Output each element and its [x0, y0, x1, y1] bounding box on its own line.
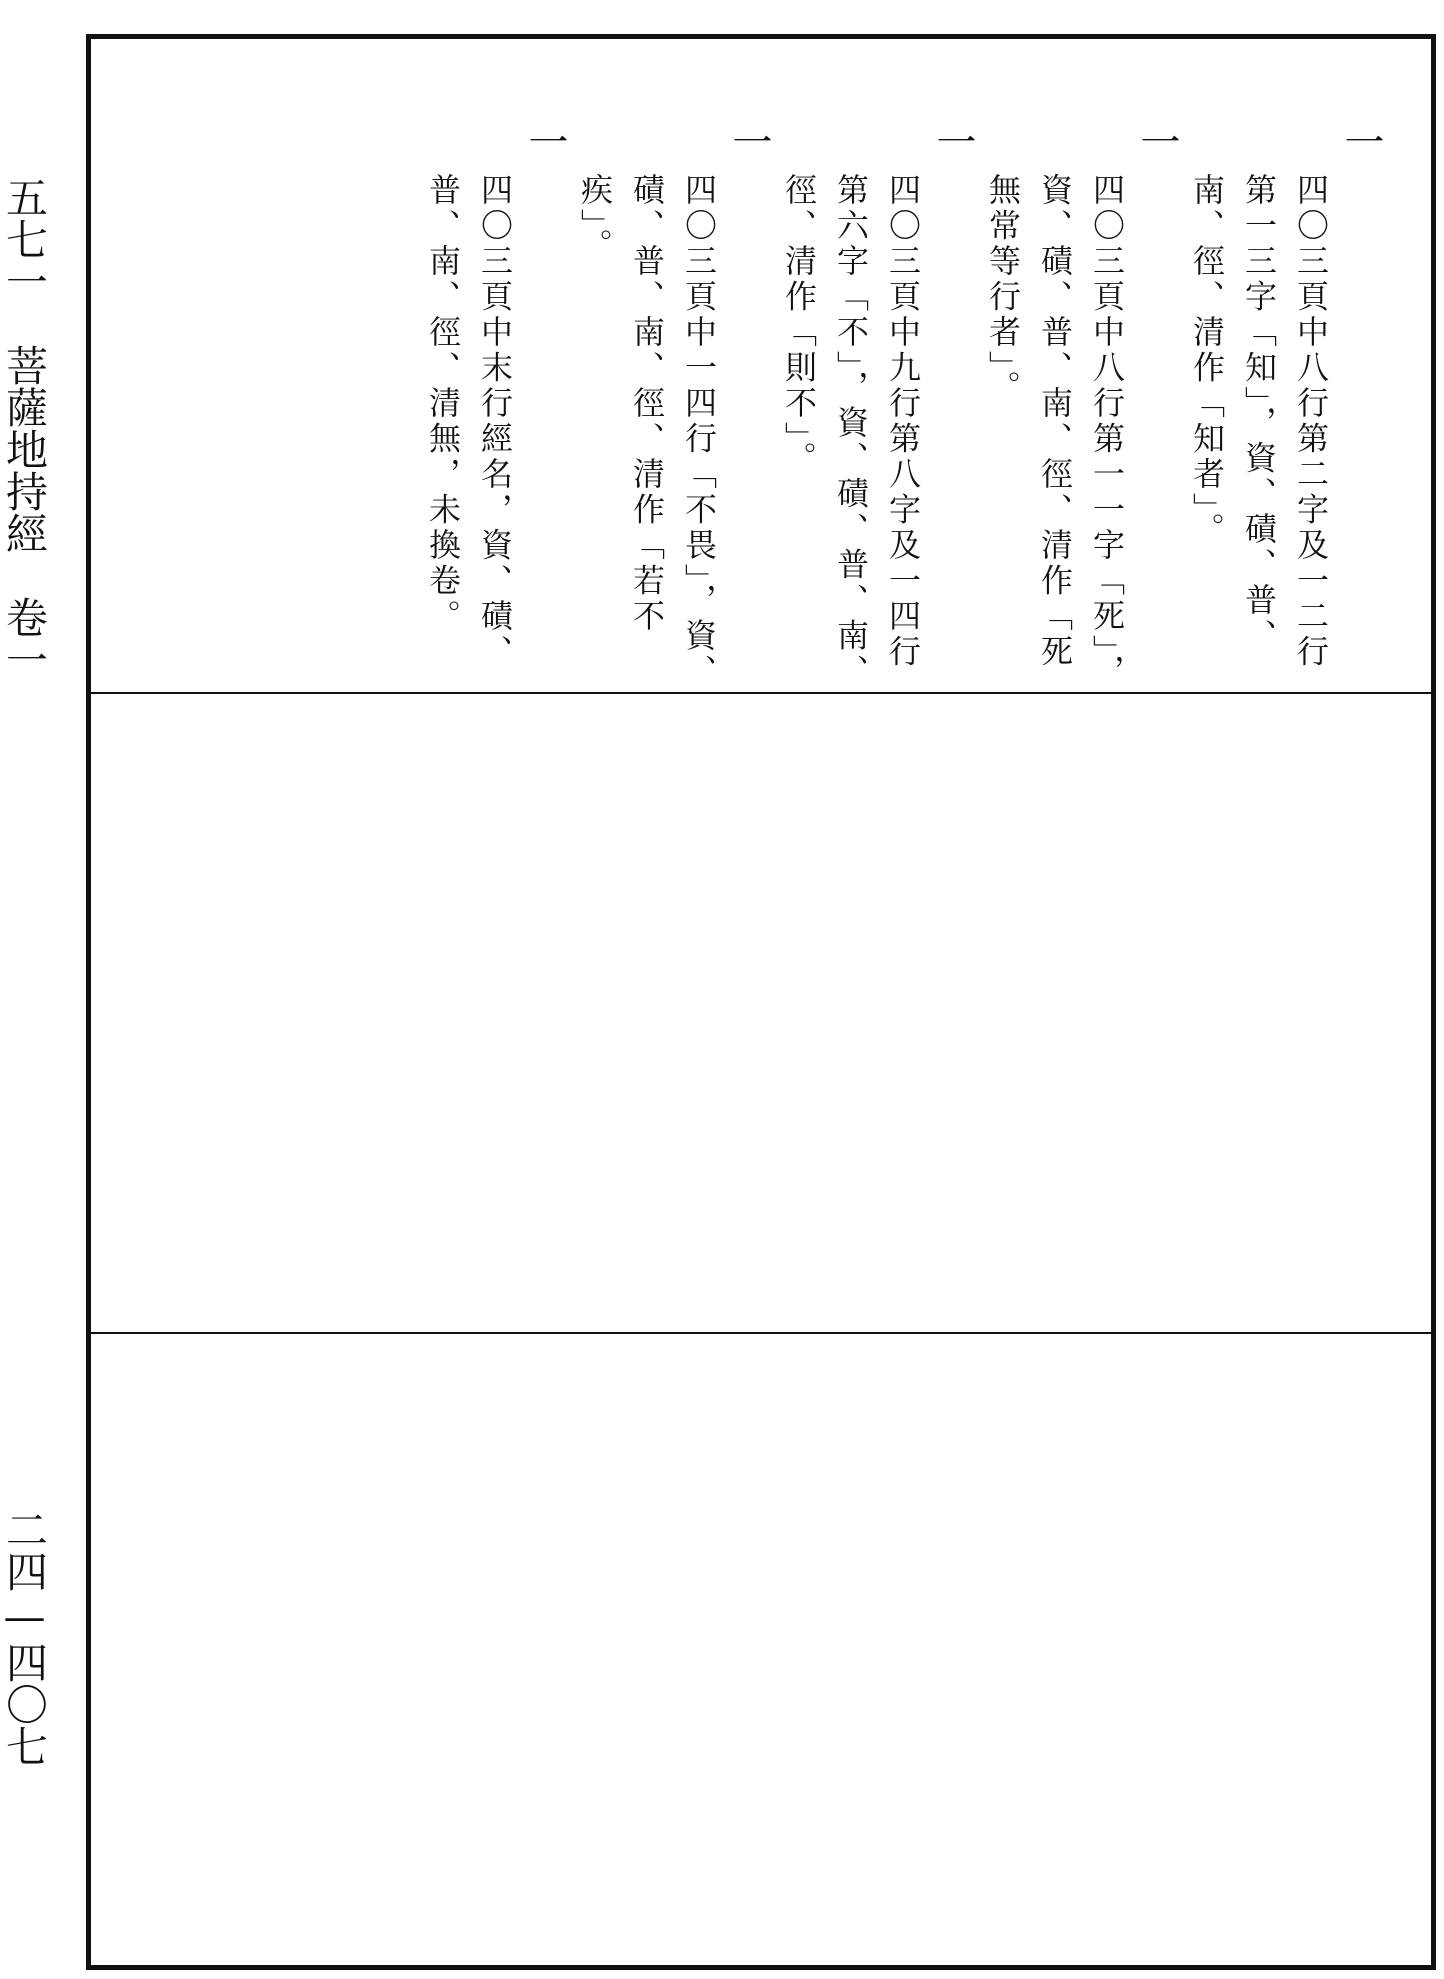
note-marker: 一: [1338, 121, 1384, 161]
note-text: 四〇三頁中八行第一一字「死」，資、磧、普、南、徑、清作「死無常等行者」。: [984, 173, 1126, 690]
note-text: 四〇三頁中末行經名，資、磧、普、南、徑、清無，未換卷。: [424, 173, 514, 670]
collation-note: [417, 121, 569, 701]
section-divider: [91, 1332, 1431, 1334]
section-divider: [91, 692, 1431, 694]
note-marker: 一: [930, 121, 976, 161]
collation-notes: [417, 121, 1385, 701]
collation-note: [569, 121, 773, 701]
page-number: 二四—四〇七: [0, 1508, 49, 1767]
note-marker: 一: [522, 121, 568, 161]
note-text: 四〇三頁中一四行「不畏」，資、磧、普、南、徑、清作「若不疾」。: [576, 173, 718, 690]
collation-note: [977, 121, 1181, 701]
note-text: 四〇三頁中九行第八字及一四行第六字「不」，資、磧、普、南、徑、清作「則不」。: [780, 173, 922, 690]
note-text: 四〇三頁中八行第二字及一二行第一三字「知」，資、磧、普、南、徑、清作「知者」。: [1188, 173, 1330, 670]
page-header-title: 五七一 菩薩地持經 卷一: [0, 176, 49, 680]
collation-note: [1181, 121, 1385, 701]
note-marker: 一: [726, 121, 772, 161]
page-frame: [86, 34, 1436, 1970]
collation-note: [773, 121, 977, 701]
note-marker: 一: [1134, 121, 1180, 161]
